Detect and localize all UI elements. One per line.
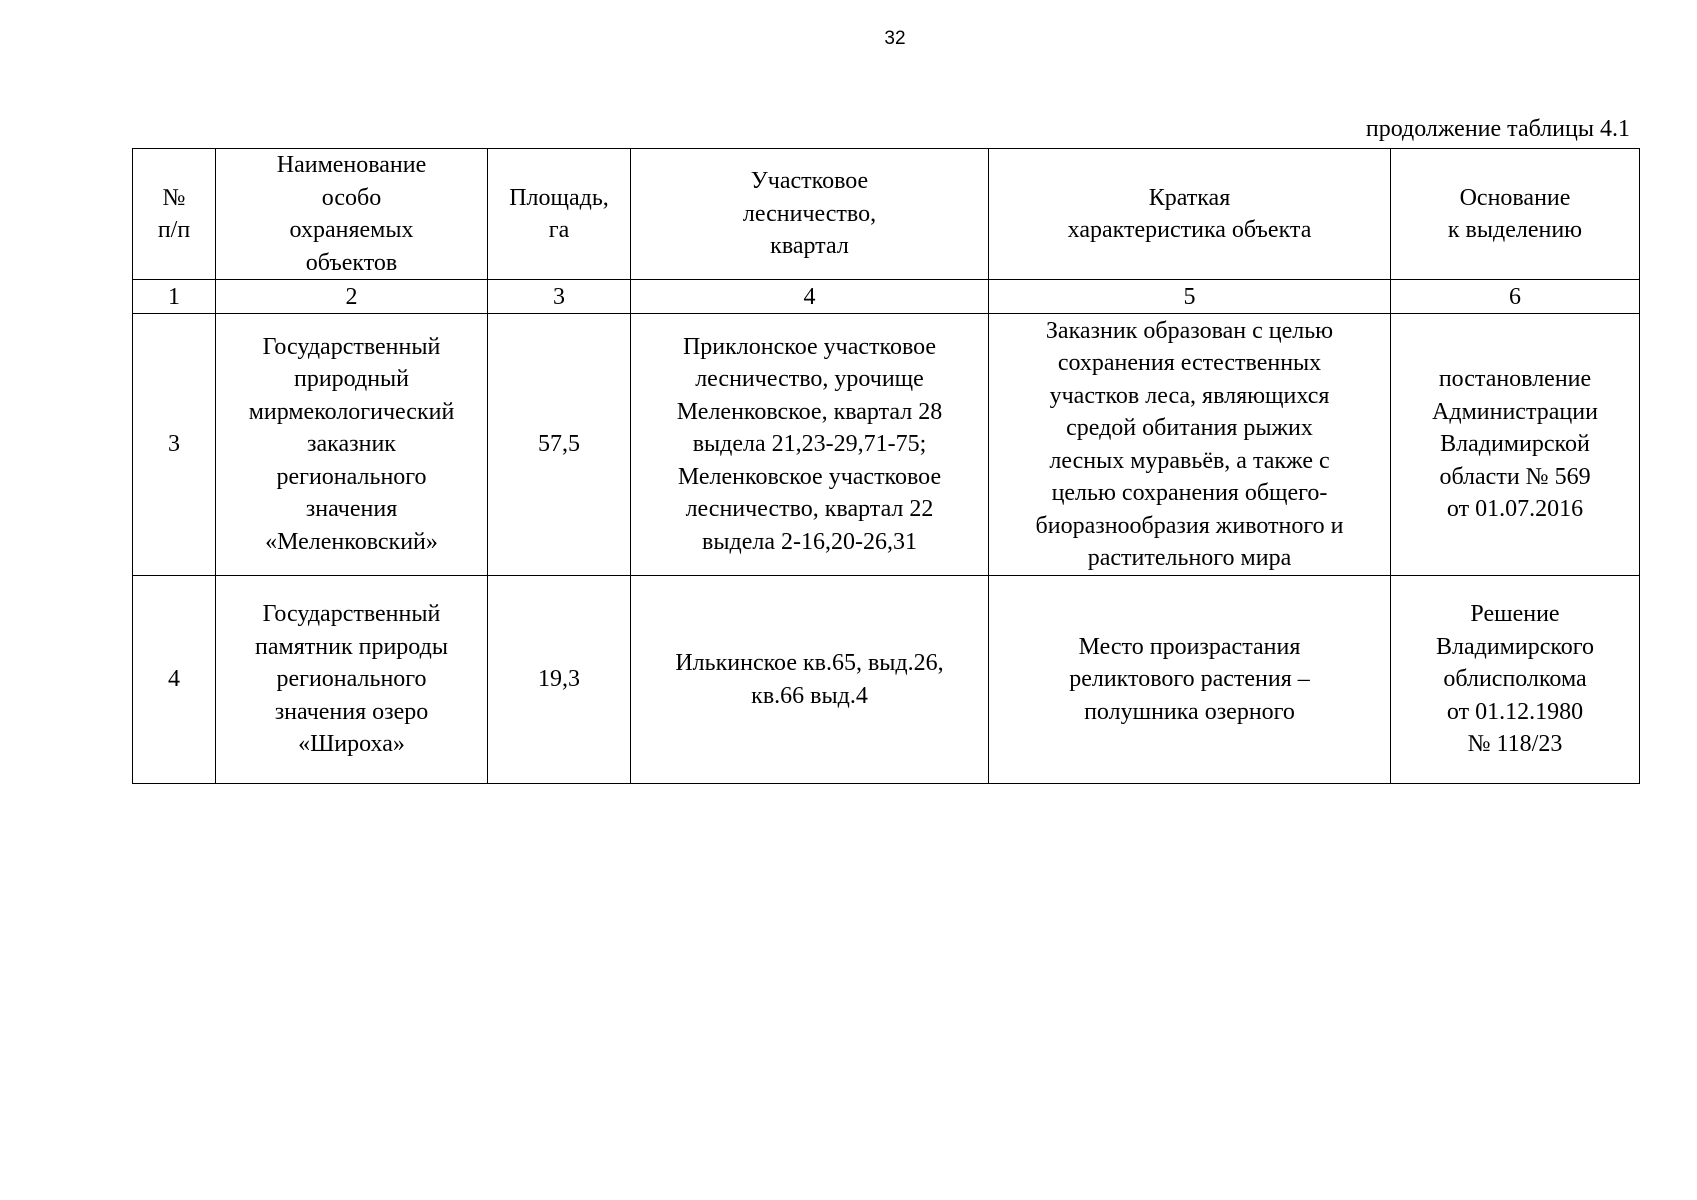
object-name: Государственный памятник природы регионального значения озеро «Широха»: [216, 576, 488, 784]
object-basis: постановление Администрации Владимирской области № 569 от 01.07.2016: [1391, 314, 1640, 576]
column-index: 4: [631, 280, 989, 314]
column-index: 6: [1391, 280, 1640, 314]
object-area: 19,3: [488, 576, 631, 784]
column-index-row: [133, 280, 1640, 314]
column-index: 5: [989, 280, 1391, 314]
table-row: [133, 576, 1640, 784]
header-name: Наименование особо охраняемых объектов: [216, 149, 488, 280]
object-area: 57,5: [488, 314, 631, 576]
header-area: Площадь, га: [488, 149, 631, 280]
protected-areas-table: [132, 148, 1640, 784]
header-description: Краткая характеристика объекта: [989, 149, 1391, 280]
object-forestry: Илькинское кв.65, выд.26, кв.66 выд.4: [631, 576, 989, 784]
object-forestry: Приклонское участковое лесничество, урочище Меленковское, квартал 28 выдела 21,23-29,71-75; Меленковское участковое лесничество, квартал 22 выдела 2-16,20-26,31: [631, 314, 989, 576]
row-number: 3: [133, 314, 216, 576]
table-continuation-label: продолжение таблицы 4.1: [1365, 116, 1630, 142]
column-index: 2: [216, 280, 488, 314]
page-number: 32: [884, 28, 906, 49]
header-basis: Основание к выделению: [1391, 149, 1640, 280]
object-description: Место произрастания реликтового растения – полушника озерного: [989, 576, 1391, 784]
table-header-row: [133, 149, 1640, 280]
object-basis: Решение Владимирского облисполкома от 01.12.1980 № 118/23: [1391, 576, 1640, 784]
row-number: 4: [133, 576, 216, 784]
header-number: № п/п: [133, 149, 216, 280]
header-forestry: Участковое лесничество, квартал: [631, 149, 989, 280]
column-index: 3: [488, 280, 631, 314]
column-index: 1: [133, 280, 216, 314]
object-description: Заказник образован с целью сохранения естественных участков леса, являющихся средой обитания рыжих лесных муравьёв, а также с целью сохранения общего- биоразнообразия животного и растительного мира: [989, 314, 1391, 576]
table-row: [133, 314, 1640, 576]
object-name: Государственный природный мирмекологический заказник регионального значения «Меленковский»: [216, 314, 488, 576]
